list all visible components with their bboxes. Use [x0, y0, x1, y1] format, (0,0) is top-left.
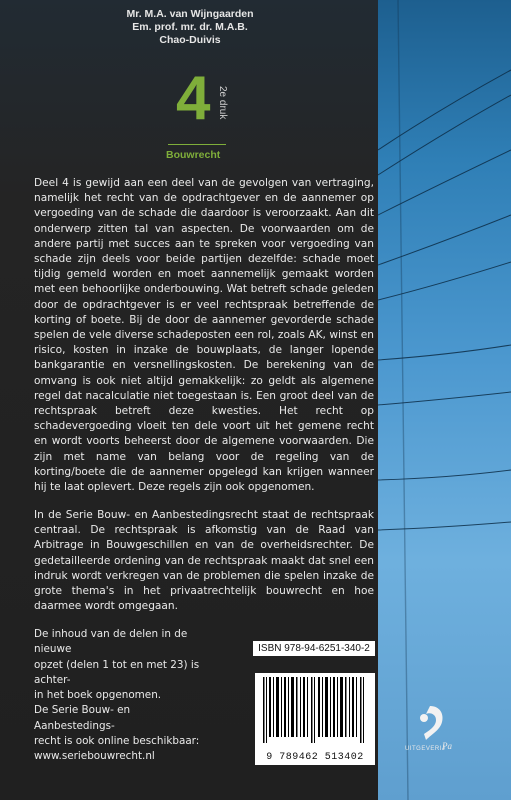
website-link[interactable]: www.seriebouwrecht.nl: [34, 750, 155, 763]
edition-label: 2e druk: [217, 86, 228, 120]
author-line: Mr. M.A. van Wijngaarden: [126, 8, 254, 20]
series-info: [34, 627, 214, 765]
sky-power-lines-photo: [378, 0, 511, 800]
publisher-label: UITGEVERIJ: [405, 746, 446, 752]
series-subtitle: Bouwrecht: [166, 149, 221, 161]
series-paragraph: In de Serie Bouw- en Aanbestedingsrecht staat de rechtspraak centraal. De rechtspraak is afkomstig van de Raad van Arbitrage in Bouwgeschillen en van de overheidsrechter. De gedetailleerde ordening van de rechtspraak maakt dat snel een indruk wordt verkregen van de problemen die spelen inzake de grote thema's in het privaatrechtelijk bouwrecht en hoe daarmee wordt omgegaan.: [34, 509, 374, 613]
barcode-number: 9 789462 513402: [266, 752, 364, 763]
publisher-logo-icon: [414, 704, 446, 742]
author-names: [120, 8, 260, 47]
author-line: Em. prof. mr. dr. M.A.B.: [132, 21, 248, 33]
author-line: Chao-Duivis: [159, 34, 221, 46]
isbn-label: ISBN 978-94-6251-340-2: [253, 641, 375, 656]
publisher-name-partial: Pa: [442, 741, 452, 751]
volume-number: 4: [176, 64, 211, 133]
barcode: [255, 673, 375, 765]
info-line: in het boek opgenomen.: [34, 689, 162, 702]
power-lines-graphic: [378, 0, 511, 800]
info-line: De inhoud van de delen in de nieuwe: [34, 628, 188, 656]
info-line: recht is ook online beschikbaar:: [34, 735, 200, 748]
divider: [168, 144, 226, 145]
barcode-icon: [263, 677, 367, 743]
description-paragraph: Deel 4 is gewijd aan een deel van de gevolgen van vertraging, namelijk het recht van de opdrachtgever en de aannemer op vergoeding van de schade die daardoor is veroorzaakt. Aan dit onderwerp zitten tal van aspecten. De voorwaarden om de andere partij met succes aan te spreken voor vergoeding van schade zijn deels voor beide partijen dezelfde: schade moet tijdig gemeld worden en moet aannemelijk gemaakt worden met een behoorlijke onderbouwing. Wat betreft schade geleden door de opdrachtgever is er veel rechtspraak betreffende de korting of boete. Bij de door de aannemer gevorderde schade spelen de vele diverse schadeposten een rol, zoals AK, winst en risico, kosten in inzake de bouwplaats, de langer lopende bankgarantie en versnellingskosten. De berekening van de omvang is ook niet altijd gemakkelijk: zo geldt als algemene regel dat nacalculatie niet toegestaan is. Een groot deel van de rechtspraak betreft deze kwesties. Het recht op schadevergoeding vloeit ten dele voort uit het gemene recht en wordt voorts beheerst door de algemene voorwaarden. Die zijn met name van belang voor de regeling van de korting/boete die de aannemer opgelegd kan krijgen wanneer hij te laat oplevert. Deze regels zijn ook opgenomen.: [34, 177, 374, 494]
info-line: De Serie Bouw- en Aanbestedings-: [34, 704, 131, 732]
info-line: opzet (delen 1 tot en met 23) is achter-: [34, 658, 200, 686]
